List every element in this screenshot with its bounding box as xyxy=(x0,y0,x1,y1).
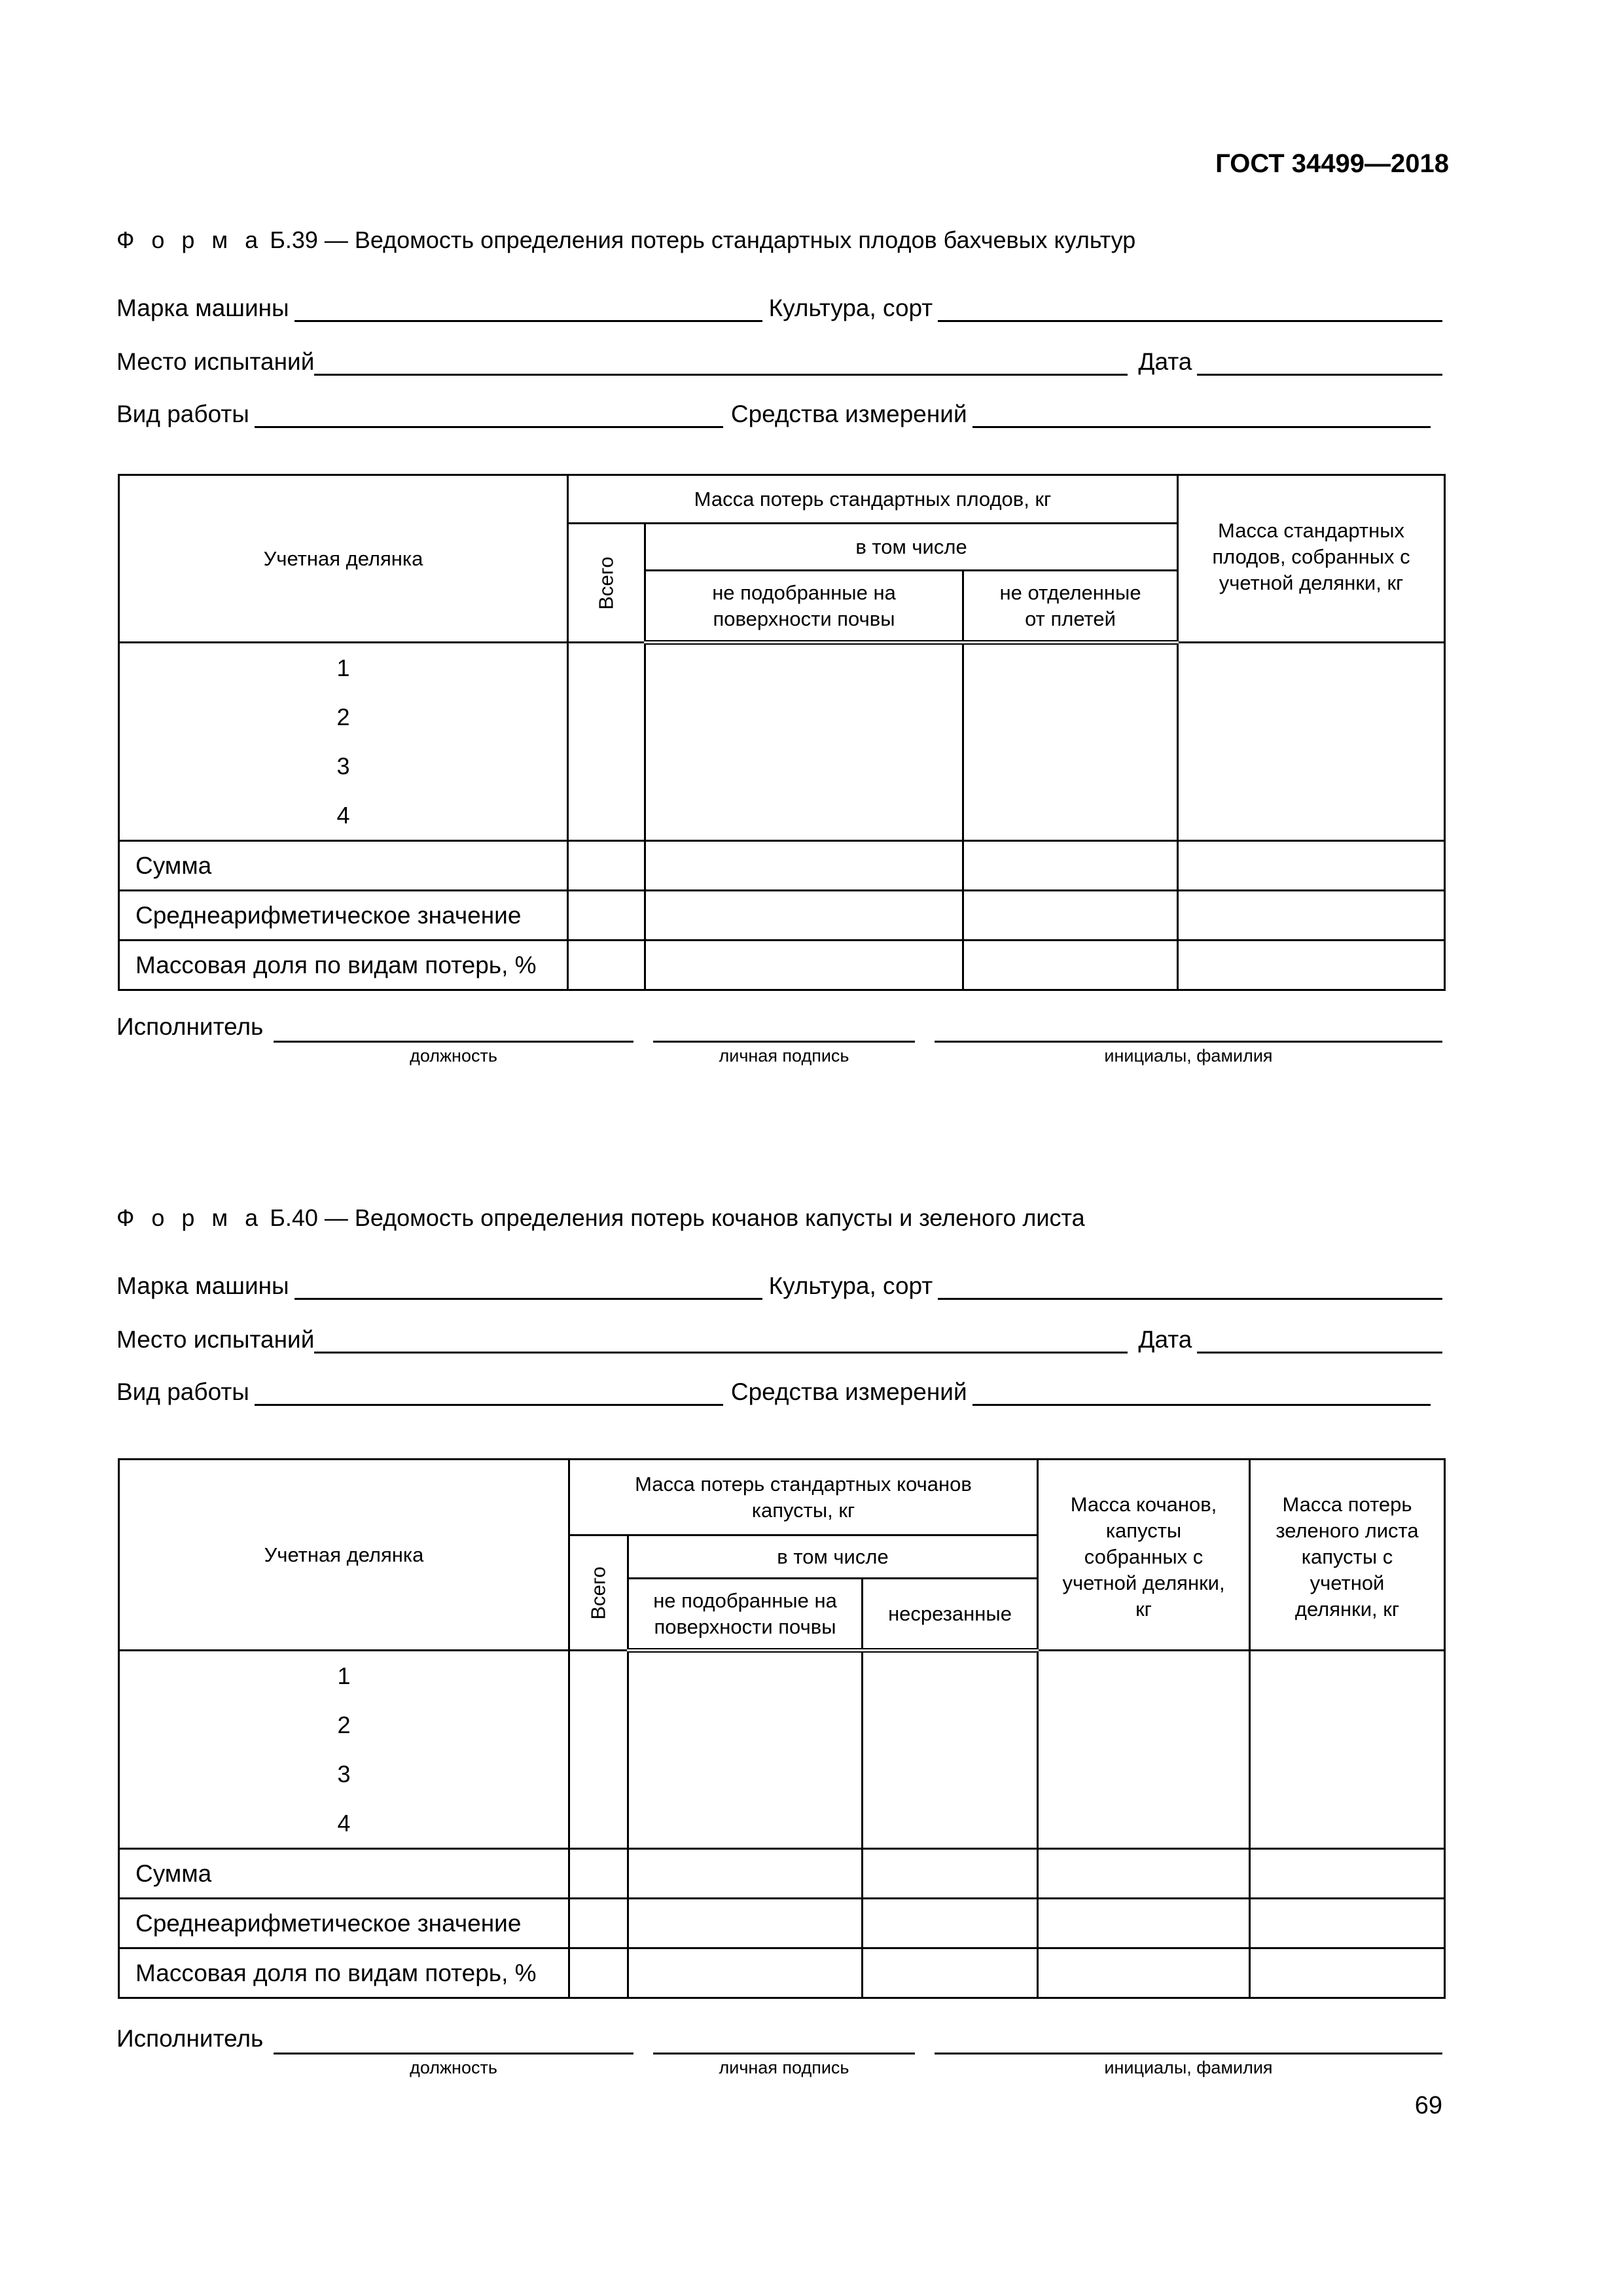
crop-label: Культура, сорт xyxy=(768,295,933,321)
header-including: в том числе xyxy=(645,524,1178,571)
plot-numbers xyxy=(119,643,568,841)
form-40-title-text: Б.40 — Ведомость определения потерь кочанов капусты и зеленого листа xyxy=(263,1204,1085,1231)
header-total-cell xyxy=(568,524,645,643)
form-40-row-place xyxy=(116,1323,1442,1354)
plot-number: 4 xyxy=(337,1810,351,1837)
plot-number: 2 xyxy=(336,704,350,730)
data-cell[interactable] xyxy=(963,841,1178,891)
machine-label: Марка машины xyxy=(116,295,289,321)
data-cell[interactable] xyxy=(1250,1948,1445,1998)
date-label: Дата xyxy=(1138,348,1192,375)
plot-number: 1 xyxy=(337,1662,351,1689)
data-cell[interactable] xyxy=(628,1849,863,1899)
data-cell[interactable] xyxy=(1038,1651,1250,1849)
row-share-label: Массовая доля по видам потерь, % xyxy=(119,1948,569,1998)
executor-label: Исполнитель xyxy=(116,1013,264,1040)
data-cell[interactable] xyxy=(569,1651,628,1849)
form-40-row-machine xyxy=(116,1270,1442,1300)
date-field[interactable] xyxy=(1197,1328,1442,1354)
caption-name: инициалы, фамилия xyxy=(1104,1046,1273,1066)
header-total: Всего xyxy=(594,556,618,610)
data-cell[interactable] xyxy=(628,1899,863,1948)
crop-label: Культура, сорт xyxy=(768,1272,933,1299)
data-cell[interactable] xyxy=(963,643,1178,841)
form-39-title xyxy=(116,226,1135,254)
caption-name: инициалы, фамилия xyxy=(1104,2058,1273,2077)
row-sum-label: Сумма xyxy=(119,1849,569,1899)
header-not-picked: не подобранные на поверхности почвы xyxy=(645,571,963,643)
data-cell[interactable] xyxy=(628,1651,863,1849)
date-label: Дата xyxy=(1138,1326,1192,1353)
crop-field[interactable] xyxy=(938,296,1442,322)
signature-field[interactable] xyxy=(653,1035,915,1043)
data-cell[interactable] xyxy=(628,1948,863,1998)
standard-header: ГОСТ 34499—2018 xyxy=(1215,149,1449,178)
header-not-cut: несрезанные xyxy=(863,1579,1038,1651)
data-cell[interactable] xyxy=(1178,841,1445,891)
row-mean-label: Среднеарифметическое значение xyxy=(119,891,568,941)
means-label: Средства измерений xyxy=(730,1378,967,1405)
data-cell[interactable] xyxy=(645,643,963,841)
form-39-title-prefix: Ф о р м а xyxy=(116,226,264,253)
data-cell[interactable] xyxy=(568,643,645,841)
data-cell[interactable] xyxy=(1038,1849,1250,1899)
data-cell[interactable] xyxy=(569,1948,628,1998)
form-40-title-prefix: Ф о р м а xyxy=(116,1204,264,1231)
place-field[interactable] xyxy=(314,1328,1128,1354)
data-cell[interactable] xyxy=(1250,1849,1445,1899)
plot-number: 3 xyxy=(336,753,350,780)
means-field[interactable] xyxy=(972,403,1431,428)
machine-label: Марка машины xyxy=(116,1272,289,1299)
plot-number: 3 xyxy=(337,1761,351,1787)
place-label: Место испытаний xyxy=(116,348,315,375)
page-number: 69 xyxy=(1414,2092,1442,2119)
executor-label: Исполнитель xyxy=(116,2025,264,2052)
work-field[interactable] xyxy=(255,403,723,428)
caption-signature: личная подпись xyxy=(719,1046,849,1066)
data-cell[interactable] xyxy=(1250,1651,1445,1849)
data-cell[interactable] xyxy=(645,941,963,990)
position-field[interactable] xyxy=(274,2047,633,2054)
data-cell[interactable] xyxy=(1178,941,1445,990)
data-cell[interactable] xyxy=(1250,1899,1445,1948)
crop-field[interactable] xyxy=(938,1274,1442,1300)
row-share-label: Массовая доля по видам потерь, % xyxy=(119,941,568,990)
data-cell[interactable] xyxy=(1038,1948,1250,1998)
data-cell[interactable] xyxy=(569,1849,628,1899)
form-40-executor xyxy=(116,2025,1442,2077)
name-field[interactable] xyxy=(935,2047,1442,2054)
header-plot: Учетная делянка xyxy=(119,1460,569,1651)
form-39-title-text: Б.39 — Ведомость определения потерь стандартных плодов бахчевых культур xyxy=(263,226,1136,253)
machine-field[interactable] xyxy=(294,1274,762,1300)
data-cell[interactable] xyxy=(863,1899,1038,1948)
data-cell[interactable] xyxy=(863,1849,1038,1899)
header-total: Всего xyxy=(586,1566,610,1620)
form-39-row-work xyxy=(116,398,1442,428)
date-field[interactable] xyxy=(1197,350,1442,376)
plot-numbers xyxy=(119,1651,569,1849)
data-cell[interactable] xyxy=(1178,643,1445,841)
work-label: Вид работы xyxy=(116,1378,249,1405)
data-cell[interactable] xyxy=(963,941,1178,990)
header-including: в том числе xyxy=(628,1535,1038,1579)
form-40-table xyxy=(118,1458,1446,1999)
form-39-row-machine xyxy=(116,292,1442,322)
data-cell[interactable] xyxy=(568,841,645,891)
data-cell[interactable] xyxy=(568,941,645,990)
caption-position: должность xyxy=(410,1046,497,1066)
plot-number: 4 xyxy=(336,802,350,829)
plot-number: 1 xyxy=(336,655,350,681)
data-cell[interactable] xyxy=(568,891,645,941)
row-sum-label: Сумма xyxy=(119,841,568,891)
data-cell[interactable] xyxy=(645,841,963,891)
header-collected: Масса кочанов, капусты собранных с учетной делянки, кг xyxy=(1038,1460,1250,1651)
header-green-losses: Масса потерь зеленого листа капусты с учетной делянки, кг xyxy=(1250,1460,1445,1651)
machine-field[interactable] xyxy=(294,296,762,322)
data-cell[interactable] xyxy=(1178,891,1445,941)
row-mean-label: Среднеарифметическое значение xyxy=(119,1899,569,1948)
means-label: Средства измерений xyxy=(730,401,967,427)
data-cell[interactable] xyxy=(645,891,963,941)
form-39-executor xyxy=(116,1013,1442,1066)
header-total-cell xyxy=(569,1535,628,1651)
caption-signature: личная подпись xyxy=(719,2058,849,2077)
data-cell[interactable] xyxy=(963,891,1178,941)
form-39-row-place xyxy=(116,346,1442,376)
place-field[interactable] xyxy=(314,350,1128,376)
signature-field[interactable] xyxy=(653,2047,915,2054)
position-field[interactable] xyxy=(274,1035,633,1043)
form-40-title xyxy=(116,1204,1085,1232)
header-mass-losses: Масса потерь стандартных кочанов капусты, кг xyxy=(569,1460,1038,1535)
data-cell[interactable] xyxy=(1038,1899,1250,1948)
name-field[interactable] xyxy=(935,1035,1442,1043)
header-not-separated: не отделенные от плетей xyxy=(963,571,1178,643)
data-cell[interactable] xyxy=(863,1948,1038,1998)
header-plot: Учетная делянка xyxy=(119,475,568,643)
header-not-picked: не подобранные на поверхности почвы xyxy=(628,1579,863,1651)
data-cell[interactable] xyxy=(863,1651,1038,1849)
caption-position: должность xyxy=(410,2058,497,2077)
header-mass-losses: Масса потерь стандартных плодов, кг xyxy=(568,475,1178,524)
work-label: Вид работы xyxy=(116,401,249,427)
data-cell[interactable] xyxy=(569,1899,628,1948)
work-field[interactable] xyxy=(255,1380,723,1406)
plot-number: 2 xyxy=(337,1712,351,1738)
means-field[interactable] xyxy=(972,1380,1431,1406)
form-39-table xyxy=(118,474,1446,991)
place-label: Место испытаний xyxy=(116,1326,315,1353)
header-collected: Масса стандартных плодов, собранных с учетной делянки, кг xyxy=(1178,475,1445,643)
form-40-row-work xyxy=(116,1376,1442,1406)
